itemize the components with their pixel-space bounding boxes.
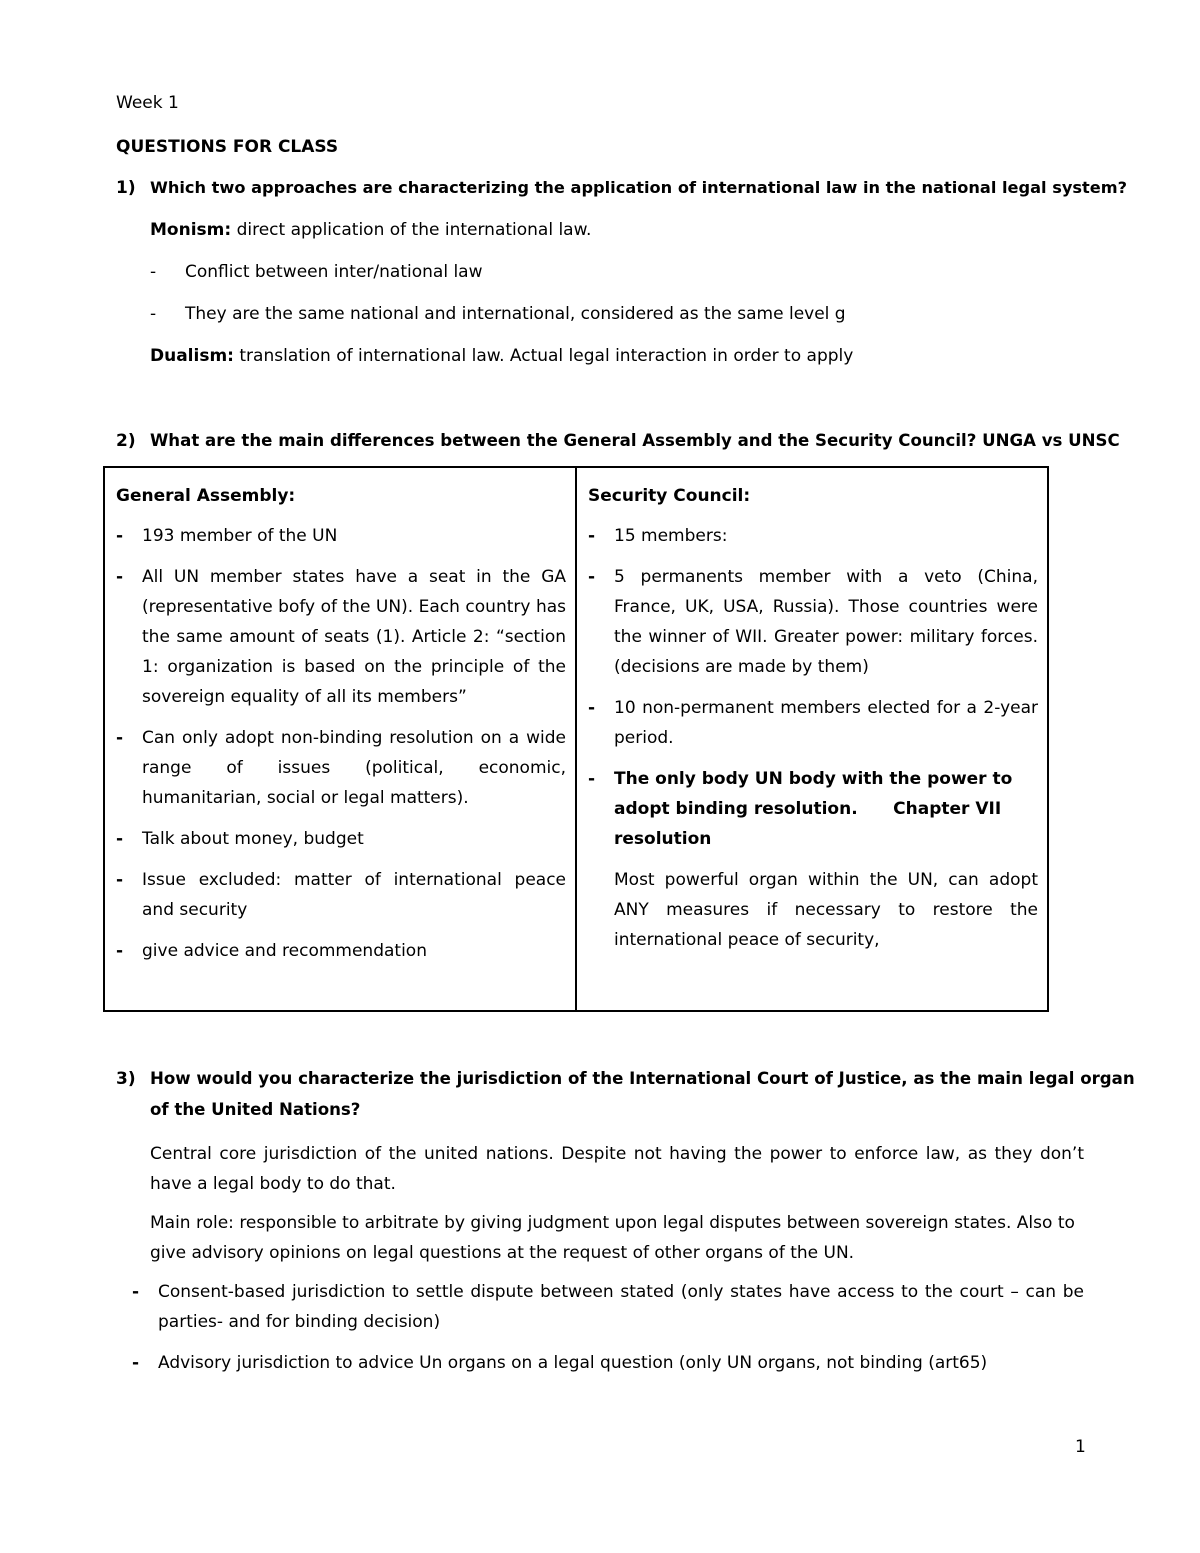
q3-bullet: - Consent-based jurisdiction to settle dispute between stated (only states have access to the court – can be parties- and for binding decision) (132, 1282, 1084, 1332)
ga-item: - Issue excluded: matter of international peace and security (116, 870, 566, 920)
q3-paragraph-2: Main role: responsible to arbitrate by giving judgment upon legal disputes between sovereign states. Also to give advisory opinions on legal questions at the request of other organs of the UN. (150, 1213, 1075, 1263)
q1-monism (150, 219, 591, 241)
dualism-text: translation of international law. Actual legal interaction in order to apply (233, 346, 854, 366)
page-number: 1 (1075, 1437, 1086, 1457)
q3-bullet: - Advisory jurisdiction to advice Un organs on a legal question (only UN organs, not binding (art65) (132, 1353, 988, 1373)
ga-item: - Talk about money, budget (116, 829, 364, 849)
q2-question: What are the main differences between the General Assembly and the Security Council? UNGA vs UNSC (150, 431, 1120, 450)
sc-list (576, 521, 1038, 955)
q1-dualism (150, 345, 853, 367)
monism-text: direct application of the international law. (231, 220, 592, 240)
section-heading: QUESTIONS FOR CLASS (116, 137, 339, 157)
q3-paragraph-1: Central core jurisdiction of the united nations. Despite not having the power to enforce law, as they don’t have a legal body to do that. (150, 1144, 1084, 1194)
ga-title: General Assembly: (116, 486, 296, 506)
ga-list (104, 521, 566, 966)
sc-item: - 10 non-permanent members elected for a 2-year period. (588, 698, 1038, 748)
week-label: Week 1 (116, 93, 179, 113)
q3-question-line1: How would you characterize the jurisdiction of the International Court of Justice, as the main legal organ (150, 1069, 1135, 1088)
q1-number: 1) (116, 178, 136, 198)
sc-item: - 5 permanents member with a veto (China, France, UK, USA, Russia). Those countries were the winner of WII. Greater power: military forces. (decisions are made by them) (588, 567, 1038, 677)
q3-number: 3) (116, 1069, 136, 1089)
dualism-label: Dualism: (150, 346, 234, 366)
q2-number: 2) (116, 431, 136, 451)
bullet-marker: - (150, 304, 157, 324)
q3-list (120, 1277, 1084, 1378)
ga-item: - Can only adopt non-binding resolution on a wide range of issues (political, economic, humanitarian, social or legal matters). (116, 728, 566, 808)
ga-item: - 193 member of the UN (116, 526, 338, 546)
monism-label: Monism: (150, 220, 232, 240)
q1-bullet: They are the same national and international, considered as the same level g (185, 304, 846, 324)
sc-paragraph: Most powerful organ within the UN, can adopt ANY measures if necessary to restore the international peace of security, (614, 870, 1038, 950)
bullet-marker: - (150, 262, 157, 282)
ga-item: - give advice and recommendation (116, 941, 427, 961)
sc-title: Security Council: (588, 486, 751, 506)
sc-item-bold: - The only body UN body with the power to adopt binding resolution. Chapter VII resolution (588, 769, 1019, 849)
q1-bullet: Conflict between inter/national law (185, 262, 483, 282)
q1-question: Which two approaches are characterizing the application of international law in the national legal system? (150, 178, 1128, 197)
ga-item: - All UN member states have a seat in the GA (representative bofy of the UN). Each country has the same amount of seats (1). Article 2: “section 1: organization is based on the principle of the sovereign equality of all its members” (116, 567, 566, 707)
q3-question-line2: of the United Nations? (150, 1100, 361, 1119)
sc-item: - 15 members: (588, 526, 728, 546)
